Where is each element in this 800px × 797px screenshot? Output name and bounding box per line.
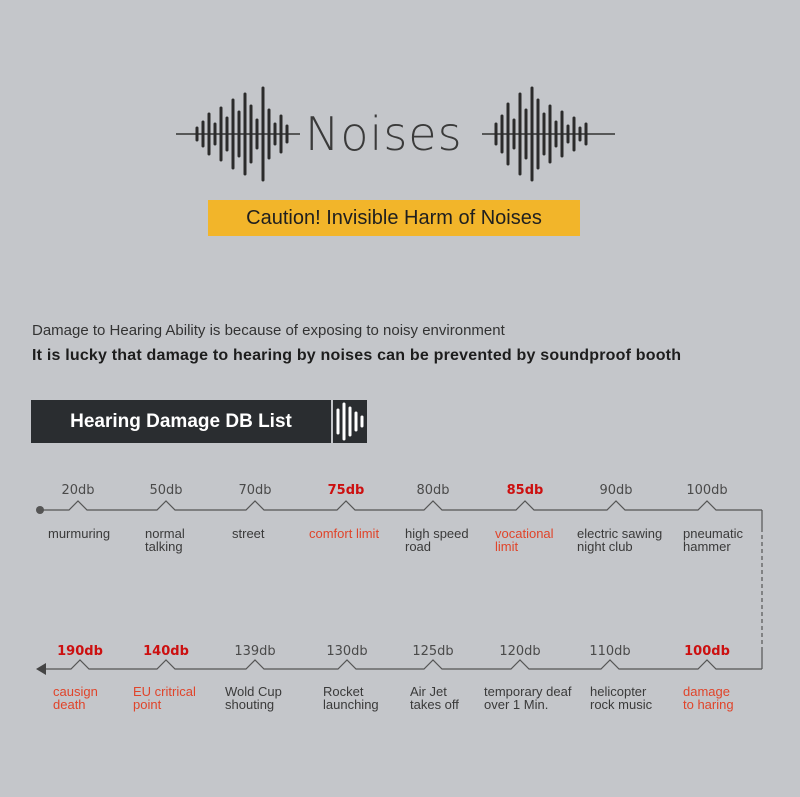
noise-source-label: EU critrical point (133, 684, 196, 712)
db-level-label: 75db (327, 483, 365, 498)
timeline-row1-line (40, 501, 762, 510)
db-level-label: 85db (506, 483, 544, 498)
db-level-label: 20db (61, 483, 95, 498)
noise-source-label: damage to haring (683, 684, 734, 712)
noise-source-label: Air Jet takes off (410, 684, 459, 712)
db-level-label: 90db (599, 483, 633, 498)
noise-source-label: high speed road (405, 526, 469, 554)
db-level-label: 120db (499, 644, 541, 659)
intro-text: Damage to Hearing Ability is because of exposing to noisy environment (32, 322, 505, 339)
noise-source-label: vocational limit (495, 526, 554, 554)
intro-bold-text: It is lucky that damage to hearing by noises can be prevented by soundproof booth (32, 347, 682, 364)
noise-source-label: comfort limit (309, 526, 380, 541)
db-level-label: 70db (238, 483, 272, 498)
noise-source-label: normal talking (145, 526, 185, 554)
db-level-label: 130db (326, 644, 368, 659)
arrow-left-icon (36, 663, 46, 675)
noise-source-label: street (232, 526, 265, 541)
db-level-label: 80db (416, 483, 450, 498)
noise-source-label: pneumatic hammer (683, 526, 743, 554)
timeline-row2-line (40, 660, 762, 669)
db-level-label: 100db (686, 483, 728, 498)
noise-source-label: causign death (53, 684, 98, 712)
noise-source-label: Rocket launching (323, 684, 379, 712)
noise-source-label: murmuring (48, 526, 111, 541)
page-title: Noises (305, 107, 463, 161)
db-level-label: 190db (57, 644, 103, 659)
caution-banner: Caution! Invisible Harm of Noises (208, 200, 580, 236)
noise-source-label: Wold Cup shouting (225, 684, 282, 712)
noise-source-label: electric sawing night club (577, 526, 663, 554)
db-level-label: 140db (143, 644, 189, 659)
db-level-label: 125db (412, 644, 454, 659)
section-banner: Hearing Damage DB List (31, 400, 331, 443)
db-level-label: 50db (149, 483, 183, 498)
noise-source-label: temporary deaf over 1 Min. (484, 684, 572, 712)
db-level-label: 100db (684, 644, 730, 659)
noise-source-label: helicopter rock music (590, 684, 653, 712)
db-level-label: 139db (234, 644, 276, 659)
db-level-label: 110db (589, 644, 631, 659)
